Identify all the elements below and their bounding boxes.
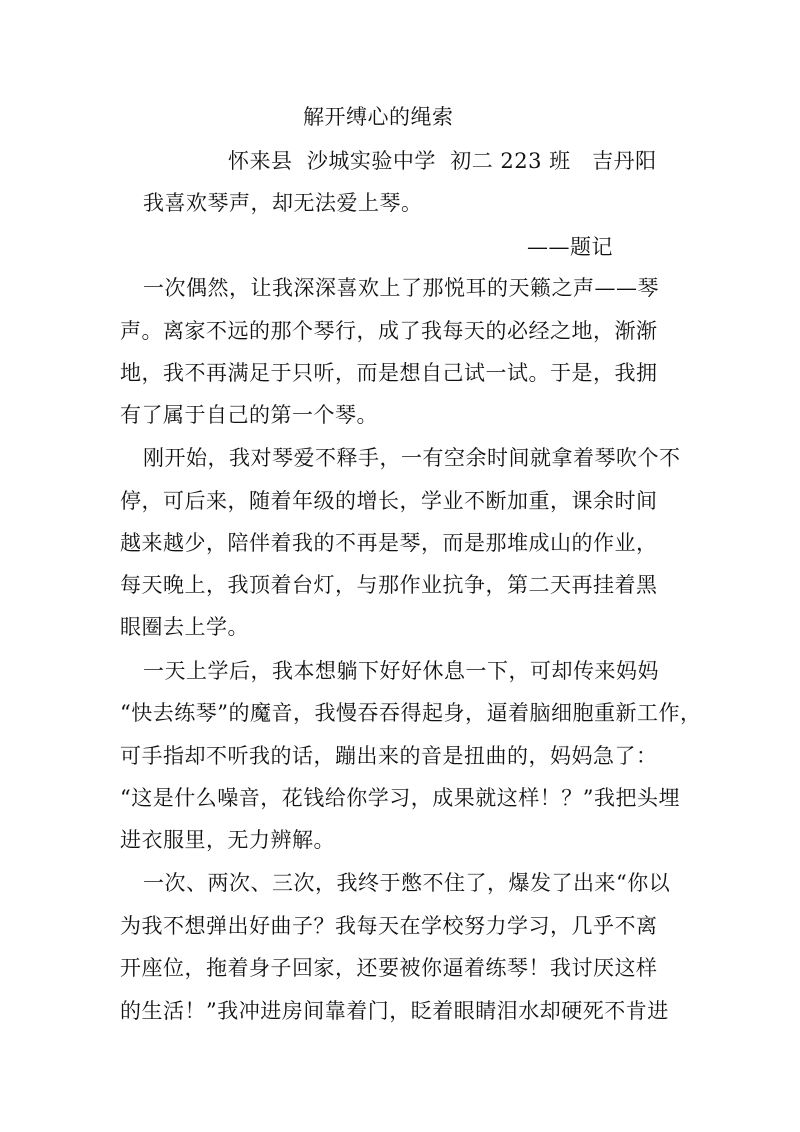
paragraph-line: 开座位，拖着身子回家，还要被你逼着练琴！我讨厌这样 [120,956,658,980]
paragraph-line: 一次偶然，让我深深喜欢上了那悦耳的天籁之声——琴 [143,276,659,300]
paragraph-line: 越来越少，陪伴着我的不再是琴，而是那堆成山的作业， [120,531,658,555]
paragraph-line: 有了属于自己的第一个琴。 [120,403,378,427]
paragraph-line: 可手指却不听我的话，蹦出来的音是扭曲的，妈妈急了： [120,744,658,768]
paragraph-line: 一次、两次、三次，我终于憋不住了，爆发了出来“你以 [143,871,671,895]
paragraph-line: 地，我不再满足于只听，而是想自己试一试。于是，我拥 [120,361,658,385]
paragraph-line: 眼圈去上学。 [120,615,249,639]
paragraph-line: “这是什么噪音，花钱给你学习，成果就这样！？”我把头埋 [120,786,680,810]
document-byline: 怀来县 沙城实验中学 初二 223 班 吉丹阳 [228,149,657,173]
paragraph-line: 进衣服里，无力辨解。 [120,828,335,852]
paragraph-line: 每天晚上，我顶着台灯，与那作业抗争，第二天再挂着黑 [120,573,658,597]
paragraph-line: 一天上学后，我本想躺下好好休息一下，可却传来妈妈 [143,659,659,683]
paragraph-line: 的生活！”我冲进房间靠着门，眨着眼睛泪水却硬死不肯进 [120,999,669,1023]
paragraph-line: 刚开始，我对琴爱不释手，一有空余时间就拿着琴吹个不 [143,446,681,470]
paragraph-line: 停，可后来，随着年级的增长，学业不断加重，课余时间 [120,489,658,513]
epigraph: 我喜欢琴声，却无法爱上琴。 [143,191,423,215]
paragraph-line: “快去练琴”的魔音，我慢吞吞得起身，逼着脑细胞重新工作， [120,701,702,725]
paragraph-line: 为我不想弹出好曲子？我每天在学校努力学习，几乎不离 [120,914,658,938]
epigraph-attribution: ——题记 [527,235,613,259]
paragraph-line: 声。离家不远的那个琴行，成了我每天的必经之地，渐渐 [120,319,658,343]
document-title: 解开缚心的绳索 [303,105,454,129]
